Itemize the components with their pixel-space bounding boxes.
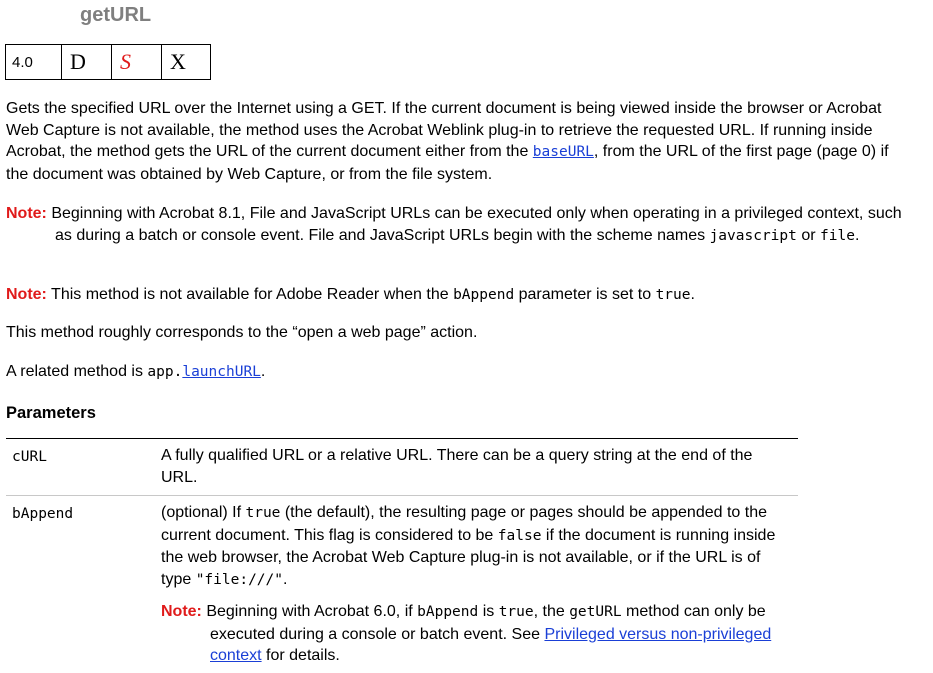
- baseurl-link[interactable]: baseURL: [532, 144, 594, 160]
- badge-s: S: [112, 45, 162, 79]
- table-row: [6, 495, 798, 673]
- code-geturl: getURL: [569, 604, 622, 620]
- table-row: [6, 438, 798, 495]
- desc-text-2: (the default), the resulting page or pages should be appended to the current document. This flag is considered to be: [161, 504, 767, 544]
- code-file-url: "file:///": [195, 571, 283, 588]
- page-title: getURL: [80, 4, 152, 26]
- code-javascript: javascript: [709, 227, 797, 244]
- note-label: Note:: [6, 286, 47, 303]
- intro-text-2: , from the URL of the first page (page 0) if the document was obtained by Web Capture, or from the file system.: [6, 143, 889, 183]
- note-privileged: [6, 203, 911, 247]
- note-text-3: .: [854, 226, 860, 244]
- badge-d: D: [62, 45, 112, 79]
- code-true: true: [655, 287, 691, 303]
- code-app: app.: [147, 364, 183, 380]
- parameters-table: [6, 438, 798, 673]
- desc-text-4: .: [283, 570, 288, 588]
- code-bappend: bAppend: [453, 287, 515, 303]
- param-name: cURL: [12, 449, 47, 465]
- privileged-context-link[interactable]: Privileged versus non-privileged context: [210, 625, 772, 664]
- note-text-3: .: [690, 286, 695, 303]
- note-text-2: or: [796, 226, 821, 244]
- note-text-3: , the: [533, 603, 570, 620]
- note-reader: [6, 284, 911, 307]
- launchurl-link[interactable]: launchURL: [182, 364, 261, 380]
- code-false: false: [497, 527, 542, 544]
- version-badge: 4.0: [6, 45, 62, 79]
- badge-x: X: [170, 49, 186, 74]
- code-bappend: bAppend: [417, 604, 479, 620]
- param-note: [161, 601, 790, 667]
- note-text: This method is not available for Adobe Reader when the: [46, 286, 454, 303]
- note-text-5: for details.: [261, 647, 340, 664]
- related-text-2: .: [260, 363, 266, 380]
- web-page-paragraph: This method roughly corresponds to the “open a web page” action.: [6, 324, 478, 341]
- param-name: bAppend: [12, 506, 74, 522]
- availability-badges: [5, 44, 211, 80]
- related-method-paragraph: [6, 361, 911, 384]
- note-text-2: is: [478, 603, 499, 620]
- note-text: Beginning with Acrobat 6.0, if: [201, 603, 418, 620]
- note-text-4: method can only be executed during a console or batch event. See: [210, 603, 766, 643]
- note-text: Beginning with Acrobat 8.1, File and JavaScript URLs can be executed only when operating in a privileged context, such as during a batch or console event. File and JavaScript URLs begin with the scheme names: [46, 205, 902, 244]
- parameters-heading: Parameters: [6, 404, 96, 422]
- intro-paragraph: [6, 98, 911, 185]
- code-true: true: [245, 505, 281, 521]
- param-desc: [153, 496, 798, 673]
- intro-text: Gets the specified URL over the Internet using a GET. If the current document is being viewed inside the browser or Acrobat Web Capture is not available, the method uses the Acrobat Weblink plug-in to retrieve the requested URL. If running inside Acrobat, the method gets the URL of the current document either from the: [6, 100, 882, 160]
- related-text: A related method is: [6, 363, 148, 380]
- param-desc: A fully qualified URL or a relative URL. There can be a query string at the end of the URL.: [161, 447, 753, 486]
- desc-text-3: if the document is running inside the web browser, the Acrobat Web Capture plug-in is not available, or if the URL is of type: [161, 526, 776, 588]
- code-true: true: [498, 604, 534, 620]
- note-label: Note:: [161, 603, 202, 620]
- desc-text: (optional) If: [161, 504, 246, 521]
- note-text-2: parameter is set to: [514, 286, 656, 303]
- code-file: file: [820, 227, 855, 244]
- note-label: Note:: [6, 205, 47, 222]
